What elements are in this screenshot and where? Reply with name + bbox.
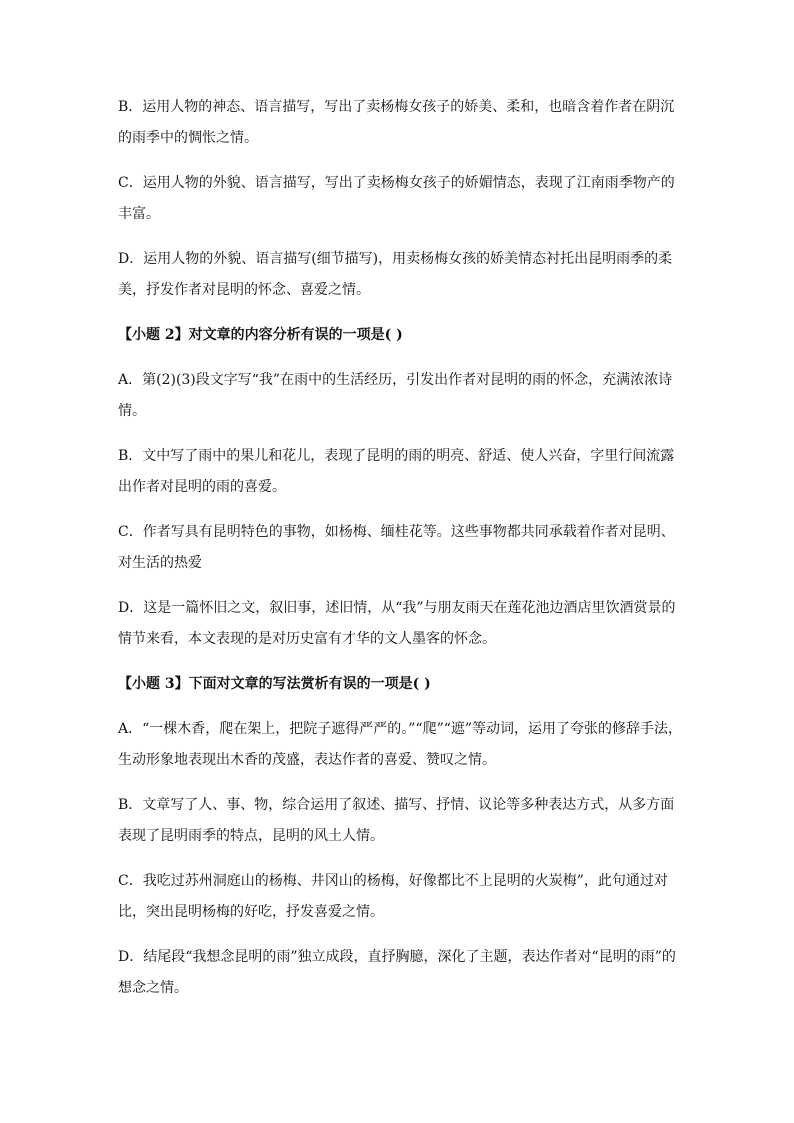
q3-option-c: C．我吃过苏州洞庭山的杨梅、井冈山的杨梅，好像都比不上昆明的火炭梅”，此句通过对比，突出昆明杨梅的好吃，抒发喜爱之情。 bbox=[118, 873, 668, 920]
q2-option-c: C．作者写具有昆明特色的事物，如杨梅、缅桂花等。这些事物都共同承载着作者对昆明、对生活的热爱 bbox=[118, 524, 675, 571]
q3-option-b: B．文章写了人、事、物，综合运用了叙述、描写、抒情、议论等多种表达方式，从多方面表现了昆明雨季的特点，昆明的风土人情。 bbox=[118, 797, 675, 844]
q2-stem: 【小题 2】对文章的内容分析有误的一项是( ) bbox=[118, 327, 403, 343]
q3-option-a: A．“一棵木香，爬在架上，把院子遮得严严的。”“爬”“遮”等动词，运用了夸张的修辞手法，生动形象地表现出木香的茂盛，表达作者的喜爱、赞叹之情。 bbox=[118, 721, 683, 768]
q1-option-c: C．运用人物的外貌、语言描写，写出了卖杨梅女孩子的娇媚情态，表现了江南雨季物产的丰富。 bbox=[118, 175, 675, 222]
q1-option-b: B．运用人物的神态、语言描写，写出了卖杨梅女孩子的娇美、柔和，也暗含着作者在阴沉的雨季中的惆怅之情。 bbox=[118, 99, 675, 146]
q1-option-d: D．运用人物的外貌、语言描写(细节描写)，用卖杨梅女孩的娇美情态衬托出昆明雨季的柔美，抒发作者对昆明的怀念、喜爱之情。 bbox=[118, 251, 673, 298]
q3-stem: 【小题 3】下面对文章的写法赏析有误的一项是( ) bbox=[118, 676, 431, 692]
q3-option-d: D．结尾段“我想念昆明的雨”独立成段，直抒胸臆，深化了主题，表达作者对“昆明的雨”的想念之情。 bbox=[118, 949, 676, 996]
q2-option-d: D．这是一篇怀旧之文，叙旧事，述旧情，从“我”与朋友雨天在莲花池边酒店里饮酒赏景的情节来看，本文表现的是对历史富有才华的文人墨客的怀念。 bbox=[118, 600, 676, 647]
q2-option-a: A．第(2)(3)段文字写“我”在雨中的生活经历，引发出作者对昆明的雨的怀念，充满浓浓诗情。 bbox=[118, 372, 673, 419]
q2-option-b: B．文中写了雨中的果儿和花儿，表现了昆明的雨的明亮、舒适、使人兴奋，字里行间流露出作者对昆明的雨的喜爱。 bbox=[118, 448, 675, 495]
document-page bbox=[118, 92, 684, 1018]
